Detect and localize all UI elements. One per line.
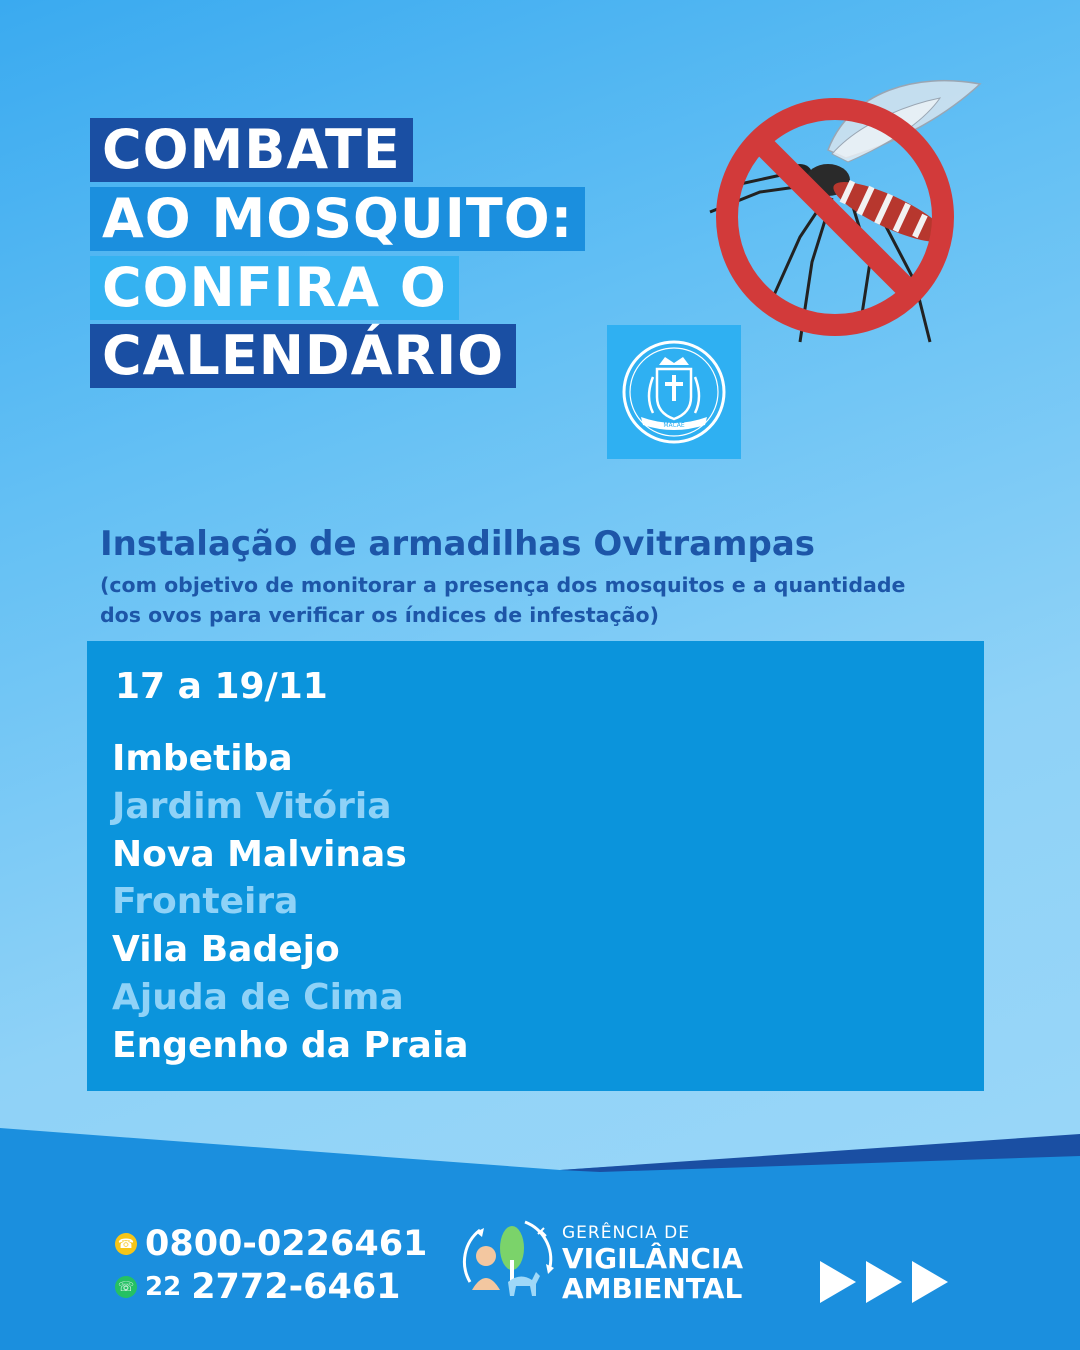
phone-contact[interactable] (115, 1222, 427, 1266)
logo-line-3: AMBIENTAL (562, 1272, 743, 1305)
whatsapp-number: 2772-6461 (191, 1267, 401, 1307)
title-line-2: AO MOSQUITO: (90, 187, 585, 251)
schedule-panel (87, 641, 984, 1091)
whatsapp-contact[interactable] (115, 1265, 401, 1309)
seal-banner-text: MACAÉ (663, 422, 685, 429)
city-seal (607, 325, 741, 459)
title-line-4: CALENDÁRIO (90, 324, 516, 388)
neighborhood-list (112, 735, 469, 1070)
whatsapp-prefix: 22 (145, 1272, 182, 1302)
whatsapp-icon: ☏ (115, 1276, 137, 1298)
vigilancia-ambiental-logo-text (562, 1222, 743, 1304)
neighborhood-item: Imbetiba (112, 738, 293, 779)
schedule-date: 17 a 19/11 (115, 666, 328, 707)
neighborhood-item: Ajuda de Cima (112, 976, 404, 1018)
title-line-1: COMBATE (90, 118, 413, 182)
section-title: Instalação de armadilhas Ovitrampas (100, 524, 815, 564)
next-arrows-icon[interactable] (820, 1261, 950, 1303)
neighborhood-item: Fronteira (112, 881, 299, 923)
neighborhood-item: Engenho da Praia (112, 1024, 469, 1066)
neighborhood-item: Vila Badejo (112, 929, 340, 971)
vigilancia-ambiental-logo-icon (450, 1212, 560, 1302)
no-mosquito-icon (700, 72, 990, 362)
title-line-3: CONFIRA O (90, 256, 459, 320)
logo-line-2: VIGILÂNCIA (562, 1242, 744, 1275)
neighborhood-item: Nova Malvinas (112, 833, 407, 875)
coat-of-arms-icon (619, 337, 729, 447)
phone-number: 0800-0226461 (145, 1224, 428, 1264)
section-subtitle: (com objetivo de monitorar a presença dos mosquitos e a quantidade dos ovos para verificar os índices de infestação) (100, 573, 906, 627)
neighborhood-item: Jardim Vitória (112, 785, 392, 827)
logo-line-1: GERÊNCIA DE (562, 1223, 690, 1243)
phone-icon: ☎ (115, 1233, 137, 1255)
